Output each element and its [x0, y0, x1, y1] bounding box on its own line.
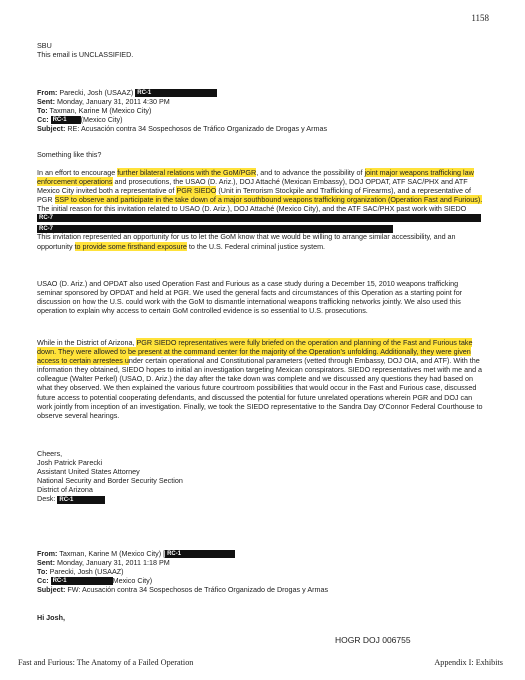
- email1-sent: Monday, January 31, 2011 4:30 PM: [56, 97, 170, 107]
- email1-to: Taxman, Karine M (Mexico City): [49, 106, 152, 116]
- paragraph-2: USAO (D. Ariz.) and OPDAT also used Operation Fast and Furious as a case study during a December 15, 2010 weapons trafficking seminar sponsored by OPDAT and held at PGR. We used the general facts and circumstances of this Operation as a starting point for discussion on how the U.S. could work with the GoM to dismantle international weapons trafficking networks jointly. We also used this operation to explain why access to certain GoM controlled evidence is so essential to U.S. prosecutions.: [37, 279, 463, 316]
- redaction-box: RC-1: [51, 577, 113, 585]
- email2-cc: Mexico City): [112, 576, 153, 586]
- redaction-box: RC-1: [135, 89, 217, 97]
- email1-cc: (Mexico City): [80, 115, 123, 125]
- paragraph-1: In an effort to encourage further bilateral relations with the GoM/PGR, and to advance the possibility of joint major weapons trafficking law enforcement operations and prosecutions, the USAO (D. Ariz.), DOJ Attaché (Mexican Embassy), DOJ OPDAT, ATF SAC/PHX and ATF Mexico City invited both a representative of PGR SIEDO (Unit in Terrorism Stockpile and Trafficking of Firearms), and a representative of PGR SSP to observe and participate in the take down of a major southbound weapons trafficking organization (Operation Fast and Furious). The initial reason for this invitation related to USAO (D. Ariz.), DOJ Attaché (Mexico City), and the ATF SAC/PHX past work with SIEDO RC-7 RC-7 This invitation represented an opportunity for us to let the GoM know that we would be willing to arrange similar accessibility, and an opportunity to provide some firsthand exposure to the U.S. Federal criminal justice system.: [37, 168, 483, 251]
- page-number: 1158: [471, 13, 489, 23]
- sbu-label: SBU: [37, 41, 52, 50]
- email2-sent: Monday, January 31, 2011 1:18 PM: [56, 558, 170, 568]
- email1-subject: RE: Acusación contra 34 Sospechosos de Tráfico Organizado de Drogas y Armas: [67, 124, 328, 134]
- email2-header: From: Taxman, Karine M (Mexico City) [ RC-1 Sent: Monday, January 31, 2011 1:18 PM To: Parecki, Josh (USAAZ) Cc: RC-1 Mexico City) Subject: FW: Acusación contra 34 Sospechosos de Tráfico Organizado de Drogas y Armas: [37, 549, 329, 595]
- email2-subject: FW: Acusación contra 34 Sospechosos de Tráfico Organizado de Drogas y Armas: [67, 585, 329, 595]
- footer-right: Appendix I: Exhibits: [434, 658, 503, 667]
- email1-from: Parecki, Josh (USAAZ): [59, 88, 134, 97]
- bates-number: HOGR DOJ 006755: [335, 635, 411, 645]
- redaction-box: RC-1: [51, 116, 81, 124]
- paragraph-3: While in the District of Arizona, PGR SIEDO representatives were fully briefed on the operation and planning of the Fast and Furious take down. They were allowed to be present at the command center for the majority of the Operation's unfolding. Additionally, they were given access to certain arrestees under certain operational and Constitutional parameters (vetted through Embassy, DOJ OIA, and ATF). With the information they obtained, SIEDO hopes to initial an investigation targeting Mexican conspirators. SIEDO representatives met with me and a colleague (Walter Perkel) (USAO, D. Ariz.) the day after the take down was complete and we discussed any questions they had based on what they observed. We then explained the various future courtroom possibilities that would occur in the Fast and Furious case, discussed future access to potential cooperating defendants, and discussed the potential for future unrelated operations wherein PGR and DOJ can work jointly from inception of an investigation. Finally, we took the SIEDO representative to the Sandra Day O'Connor Federal Courthouse to observe several hearings.: [37, 338, 483, 420]
- classification-note: This email is UNCLASSIFIED.: [37, 50, 134, 59]
- footer-left: Fast and Furious: The Anatomy of a Failed Operation: [18, 658, 194, 667]
- signature-block: Cheers, Josh Patrick Parecki Assistant United States Attorney National Security and Border Security Section District of Arizona Desk: RC-1: [37, 449, 183, 504]
- email2-greeting: Hi Josh,: [37, 613, 65, 622]
- email1-greeting: Something like this?: [37, 150, 102, 159]
- email1-header: From: Parecki, Josh (USAAZ) RC-1 Sent: Monday, January 31, 2011 4:30 PM To: Taxman, Karine M (Mexico City) Cc: RC-1 (Mexico City) Subject: RE: Acusación contra 34 Sospechosos de Tráfico Organizado de Drogas y Armas: [37, 88, 328, 134]
- redaction-box: RC-1: [57, 496, 105, 504]
- redaction-box: RC-7: [37, 225, 393, 233]
- email2-to: Parecki, Josh (USAAZ): [49, 567, 124, 577]
- redaction-box: RC-7: [37, 214, 481, 222]
- redaction-box: RC-1: [165, 550, 235, 558]
- email2-from: Taxman, Karine M (Mexico City) [: [59, 549, 166, 558]
